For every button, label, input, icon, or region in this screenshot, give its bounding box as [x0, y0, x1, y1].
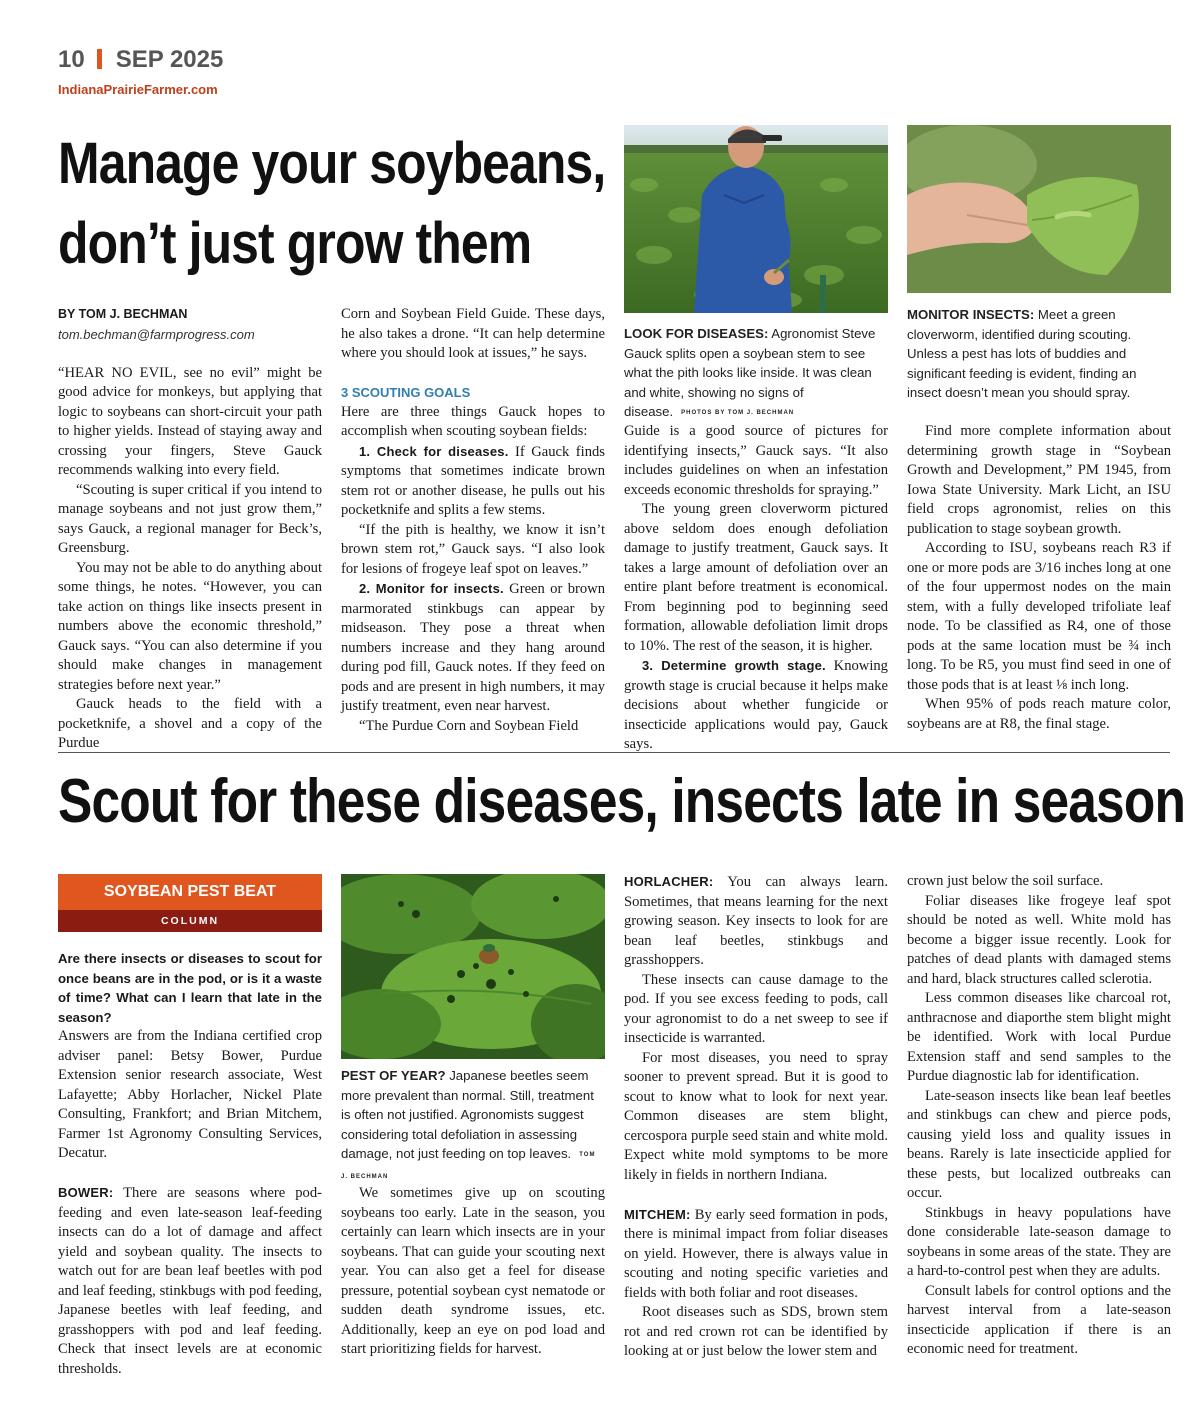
byline: BY TOM J. BECHMAN — [58, 307, 188, 321]
paragraph: These insects can cause damage to the pod. If you see excess feeding to pods, call your agronomist to do a net sweep to see if insecticide is warranted. — [624, 971, 888, 1046]
caption-lead: PEST OF YEAR? — [341, 1068, 446, 1083]
caption-monitor-insects — [907, 305, 1171, 403]
paragraph: “If the pith is healthy, we know it isn’t brown stem rot,” Gauck says. “I also look for lesions of frogeye leaf spot on leaves.” — [341, 521, 605, 577]
photo-japanese-beetle — [341, 874, 605, 1059]
paragraph: Late-season insects like bean leaf beetles and stinkbugs can chew and pierce pods, causing yield loss and quality issues in beans. Rarely is late insecticide applied for these pests, but localized outbreaks can occur. — [907, 1087, 1171, 1201]
column-label: SOYBEAN PEST BEAT — [58, 874, 322, 910]
paragraph: According to ISU, soybeans reach R3 if one or more pods are 3/16 inches long at one of the four uppermost nodes on the main stem, with a fully developed trifoliate leaf node. To be classified as R4, one of those pods at the same location must be ¾ inch long. To be R5, you must find seed in one of those pods that is at least ⅛ inch long. — [907, 540, 1171, 693]
paragraph: When 95% of pods reach mature color, soybeans are at R8, the final stage. — [907, 696, 1171, 732]
article2-column-4 — [907, 872, 1171, 1360]
paragraph: You may not be able to do anything about some things, he notes. “However, you can take action on things like insects present in numbers above the economic threshold,” Gauck says. “You can also determine if you should make changes in management strategies before next year.” — [58, 559, 322, 693]
paragraph: “HEAR NO EVIL, see no evil” might be good advice for monkeys, but applying that logic to soybeans can short-circuit your path to higher yields. Instead of staying away and crossing your fingers, Steve Gauck recommends walking into every field. — [58, 364, 322, 478]
paragraph: crown just below the soil surface. — [907, 873, 1104, 889]
folio-divider — [97, 49, 102, 69]
section-divider — [58, 752, 1170, 753]
bower-answer: BOWER: There are seasons where pod-feeding and even late-season leaf-feeding insects can do a lot of damage and affect yield and soybean quality. The insects to watch out for are bean leaf beetles with pod and leaf feeding, stinkbugs with pod feeding, Japanese beetles with leaf feeding, and grasshoppers with pod and leaf feeding. Check that insect levels are at economic thresholds. — [58, 1185, 322, 1377]
article1-column-1 — [58, 305, 322, 754]
horlacher-answer: HORLACHER: You can always learn. Sometimes, that means learning for the next growing season. Key insects to look for are bean leaf beetles, stinkbugs and grasshoppers. — [624, 874, 888, 968]
horlacher-lead: HORLACHER: — [624, 874, 714, 889]
caption-text: Agronomist Steve Gauck splits open a soybean stem to see what the pith looks like inside. It was clean and white, showing no signs of disease. — [624, 326, 876, 419]
beetle-photo-illustration — [341, 874, 605, 1059]
field-photo-illustration — [624, 125, 888, 313]
paragraph: Foliar diseases like frogeye leaf spot should be noted as well. White mold has become a bigger issue recently. Look for patches of dead plants with damaged stems and hard, black structures called sclerotia. — [907, 892, 1171, 987]
article2-column-2 — [341, 1184, 605, 1360]
photo-credit: PHOTOS BY TOM J. BECHMAN — [681, 410, 795, 416]
article2-column-3 — [624, 872, 888, 1362]
paragraph: Find more complete information about determining growth stage in “Soybean Growth and Development,” PM 1945, from Iowa State University. Mark Licht, an ISU field crops agronomist, relies on this publication to stage soybean growth. — [907, 423, 1171, 537]
issue-date: SEP 2025 — [115, 46, 224, 73]
goal-3-paragraph: 3. Determine growth stage. Knowing growth stage is crucial because it helps make decisions about whether fungicide or insecticide applications would pay, Gauck says. — [624, 658, 888, 752]
goal-1-paragraph: 1. Check for diseases. If Gauck finds symptoms that sometimes indicate brown stem rot or another disease, he pulls out his pocketknife and splits a few stems. — [341, 443, 605, 518]
caption-text: Japanese beetles seem more prevalent than normal. Still, treatment is often not justified. Agronomists suggest considering total defoliation in assessing damage, not just feeding on top leaves. — [341, 1068, 594, 1161]
column-label-box — [58, 874, 322, 932]
article1-column-2 — [341, 305, 605, 736]
website-url[interactable]: IndianaPrairieFarmer.com — [58, 82, 218, 97]
paragraph: Guide is a good source of pictures for identifying insects,” Gauck says. “It also includes guidelines on when an infestation exceeds economic thresholds for spraying.” — [624, 423, 888, 498]
article2-column-1 — [58, 1027, 322, 1379]
caption-lead: MONITOR INSECTS: — [907, 307, 1035, 322]
article1-column-3 — [624, 422, 888, 755]
paragraph: Stinkbugs in heavy populations have done considerable late-season damage to soybeans in some areas of the state. They are a hard-to-control pest when they are adults. — [907, 1204, 1171, 1279]
paragraph: We sometimes give up on scouting soybeans too early. Late in the season, you certainly can learn which insects are in your soybeans. That can guide your scouting next year. You can also get a feel for disease pressure, potential soybean cyst nematode or sudden death syndrome issues, etc. Additionally, keep an eye on pod load and start prioritizing fields for harvest. — [341, 1185, 605, 1357]
article1-headline — [58, 124, 608, 284]
bower-lead: BOWER: — [58, 1185, 114, 1200]
mitchem-lead: MITCHEM: — [624, 1206, 691, 1222]
goal-2-paragraph: 2. Monitor for insects. Green or brown marmorated stinkbugs can appear by midseason. They pose a threat when numbers increase and they hang around during pod fill, Gauck notes. If they feed on pods and are present in high numbers, it may justify treatment, even near harvest. — [341, 581, 605, 714]
caption-look-for-diseases — [624, 324, 888, 424]
headline-line-2: don’t just grow them — [58, 211, 532, 276]
headline-line-1: Manage your soybeans, — [58, 131, 606, 196]
page-number: 10 — [58, 46, 85, 73]
paragraph: Less common diseases like charcoal rot, anthracnose and diaporthe stem blight might be identified. Work with local Purdue Extension staff and send samples to the Purdue diagnostic lab for identification. — [907, 990, 1171, 1084]
photo-credit: TOM J. BECHMAN — [341, 1152, 596, 1180]
paragraph: For most diseases, you need to spray sooner to prevent spread. But it is good to scout to know what to look for next year. Common diseases are stem blight, cercospora purple seed stain and white mold. Expect white mold symptoms to be more likely in fields in northern Indiana. — [624, 1049, 888, 1183]
paragraph: “The Purdue Corn and Soybean Field — [359, 717, 579, 734]
paragraph: Here are three things Gauck hopes to accomplish when scouting soybean fields: — [341, 403, 605, 439]
article1-column-4 — [907, 422, 1171, 734]
caption-text: Meet a green cloverworm, identified during scouting. Unless a pest has lots of buddies and significant feeding is evident, finding an insect doesn’t mean you should spray. — [907, 307, 1137, 400]
answer-intro: Answers are from the Indiana certified crop adviser panel: Betsy Bower, Purdue Extension senior research associate, West Lafayette; Abby Horlacher, Nickel Plate Consulting, Frankfort; and Brian Mitchem, Farmer 1st Agronomy Consulting Services, Decatur. — [58, 1028, 322, 1161]
mitchem-answer: MITCHEM: By early seed formation in pods, there is minimal impact from foliar diseases on yield. However, there is always value in scouting and noting specific varieties and fields with both foliar and root diseases. — [624, 1206, 888, 1301]
page-folio — [58, 46, 223, 74]
article2-headline: Scout for these diseases, insects late in season — [58, 767, 1186, 836]
paragraph: Root diseases such as SDS, brown stem rot and red crown rot can be identified by looking at or just below the lower stem and — [624, 1304, 888, 1359]
author-email[interactable]: tom.bechman@farmprogress.com — [58, 326, 255, 342]
column-sublabel: COLUMN — [58, 910, 322, 932]
paragraph: Gauck heads to the field with a pocketknife, a shovel and a copy of the Purdue — [58, 696, 322, 751]
cloverworm-photo-illustration — [907, 125, 1171, 293]
photo-green-cloverworm — [907, 125, 1171, 293]
paragraph: Consult labels for control options and the harvest interval from a late-season insecticide application if there is an economic need for treatment. — [907, 1282, 1171, 1357]
paragraph: “Scouting is super critical if you intend to manage soybeans and not just grow them,” says Gauck, a regional manager for Beck’s, Greensburg. — [58, 481, 322, 556]
goal-2-lead: 2. Monitor for insects. — [359, 581, 504, 596]
goal-1-lead: 1. Check for diseases. — [359, 443, 509, 459]
caption-pest-of-year — [341, 1066, 605, 1187]
section-subhead: 3 SCOUTING GOALS — [341, 385, 471, 400]
paragraph: Corn and Soybean Field Guide. These days, he also takes a drone. “It can help determine where you should look at issues,” he says. — [341, 306, 605, 361]
reader-question: Are there insects or diseases to scout for once beans are in the pod, or is it a waste of time? What can I learn that late in the season? — [58, 951, 322, 1025]
caption-lead: LOOK FOR DISEASES: — [624, 326, 769, 341]
photo-agronomist-splitting-stem — [624, 125, 888, 313]
paragraph: The young green cloverworm pictured above seldom does enough defoliation damage to justify treatment, Gauck says. It takes a large amount of defoliation over an entire plant before treatment is economical. From beginning pod to beginning seed formation, allowable defoliation limit drops to 10%. The rest of the season, it is higher. — [624, 501, 888, 654]
goal-3-lead: 3. Determine growth stage. — [642, 658, 826, 673]
